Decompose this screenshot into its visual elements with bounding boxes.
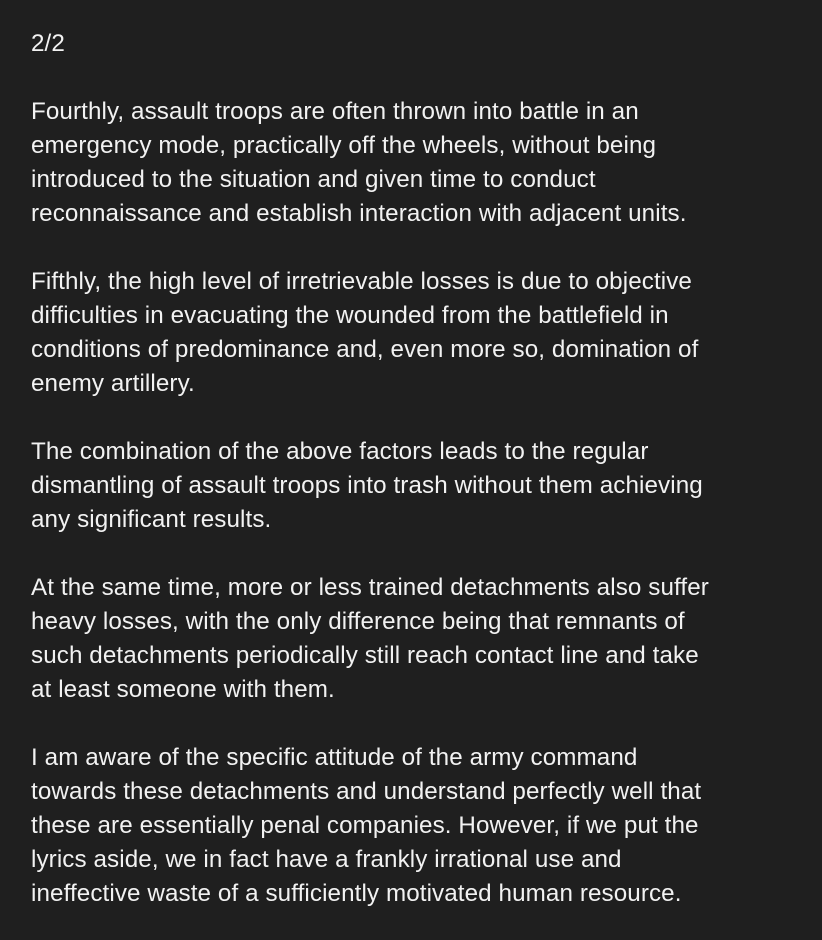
paragraph-trained-detachments: At the same time, more or less trained detachments also suffer heavy losses, with the only difference being that remnants of such detachments periodically still reach contact line and take at least someone with them. (31, 574, 709, 703)
paragraph-army-command: I am aware of the specific attitude of the army command towards these detachments and understand perfectly well that these are essentially penal companies. However, if we put the lyrics aside, we in fact have a frankly irrational use and ineffective waste of a sufficiently motivated human resource. (31, 744, 702, 907)
paragraph-combination: The combination of the above factors leads to the regular dismantling of assault troops into trash without them achieving any significant results. (31, 438, 703, 533)
paragraph-fifthly: Fifthly, the high level of irretrievable losses is due to objective difficulties in evacuating the wounded from the battlefield in conditions of predominance and, even more so, domination of enemy artillery. (31, 268, 699, 397)
page-counter: 2/2 (31, 30, 65, 57)
paragraph-fourthly: Fourthly, assault troops are often thrown into battle in an emergency mode, practically off the wheels, without being introduced to the situation and given time to conduct reconnaissance and establish interaction with adjacent units. (31, 98, 687, 227)
